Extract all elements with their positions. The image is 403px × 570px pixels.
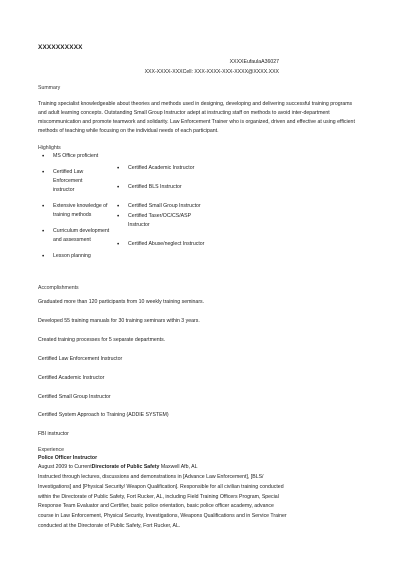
job-title: Police Officer Instructor xyxy=(38,455,98,461)
highlight-item: • Certified Academic Instructor xyxy=(113,164,233,173)
contact-address: XXXXEufaulaA36027 xyxy=(229,59,279,65)
candidate-name: XXXXXXXXXX xyxy=(38,44,83,51)
highlight-item: • Lesson planning xyxy=(38,252,118,261)
highlight-item: • Certified BLS Instructor xyxy=(113,183,233,192)
highlights-heading: Highlights xyxy=(38,145,61,151)
highlight-item: • Certified Taser/OC/CS/ASP Instructor xyxy=(113,212,213,230)
experience-heading: Experience xyxy=(38,447,64,453)
accomplishment-item: Certified Small Group Instructor xyxy=(38,394,111,400)
accomplishment-item: Graduated more than 120 participants from 10 weekly training seminars. xyxy=(38,299,205,305)
highlight-item: • Certified Abuse/neglect Instructor xyxy=(113,240,233,249)
accomplishment-item: Certified Academic Instructor xyxy=(38,375,105,381)
job-location: Maxwell Afb, AL xyxy=(159,464,198,470)
accomplishment-item: Certified Law Enforcement Instructor xyxy=(38,356,123,362)
job-dates: August 2009 to Current xyxy=(38,464,92,470)
highlights-right-list xyxy=(113,164,233,249)
highlight-item: • Certified Law Enforcement instructor xyxy=(38,168,101,195)
job-employer: Directorate of Public Safety xyxy=(91,464,160,470)
highlight-item: • Extensive knowledge of training methods xyxy=(38,202,115,220)
accomplishment-item: Certified System Approach to Training (ADDIE SYSTEM) xyxy=(38,412,169,418)
job-description: Instructed through lectures, discussions and demonstrations in [Advance Law Enforcement], [BLS/ Investigations] and [Physical Security/ Weapon Qualification]. Responsible for all civilian training conducted within the Directorate of Public Safety, Fort Rucker, AL, including Field Training Officers Program, Special Response Team Evaluator and Certifier, basic police orientation, basic police officer academy, advance course in Law Enforcement, Physical Security, Investigations, Weapons Qualifications and in Service Trainer conducted at the Directorate of Public Safety, Fort Rucker, AL. xyxy=(38,474,287,529)
accomplishment-item: Developed 55 training manuals for 30 training seminars within 3 years. xyxy=(38,318,200,324)
accomplishment-item: Created training processes for 5 separate departments. xyxy=(38,337,166,343)
summary-text: Training specialist knowledgeable about theories and methods used in designing, developing and delivering successful training programs and adult learning concepts. Outstanding Small Group Instructor adept at instructing staff on methods to avoid inter-department miscommunication and promote teamwork and solidarity. Law Enforcement Trainer who is organized, driven and effective at using efficient methods of teaching while focusing on the individual needs of each participant. xyxy=(38,101,355,134)
highlights-left-list xyxy=(38,152,118,261)
job-meta xyxy=(38,464,197,470)
accomplishments-heading: Accomplishments xyxy=(38,285,79,291)
highlight-item: • MS Office proficient xyxy=(38,152,118,161)
contact-phone-email: XXX-XXXX-XXXCell: XXX-XXXX-XXX-XXXX@XXXX.XXX xyxy=(144,69,279,75)
highlight-item: • Certified Small Group Instructor xyxy=(113,202,233,211)
highlight-item: • Curriculum development and assessment xyxy=(38,227,117,245)
summary-heading: Summary xyxy=(38,85,61,91)
accomplishment-item: FBI instructor xyxy=(38,431,69,437)
